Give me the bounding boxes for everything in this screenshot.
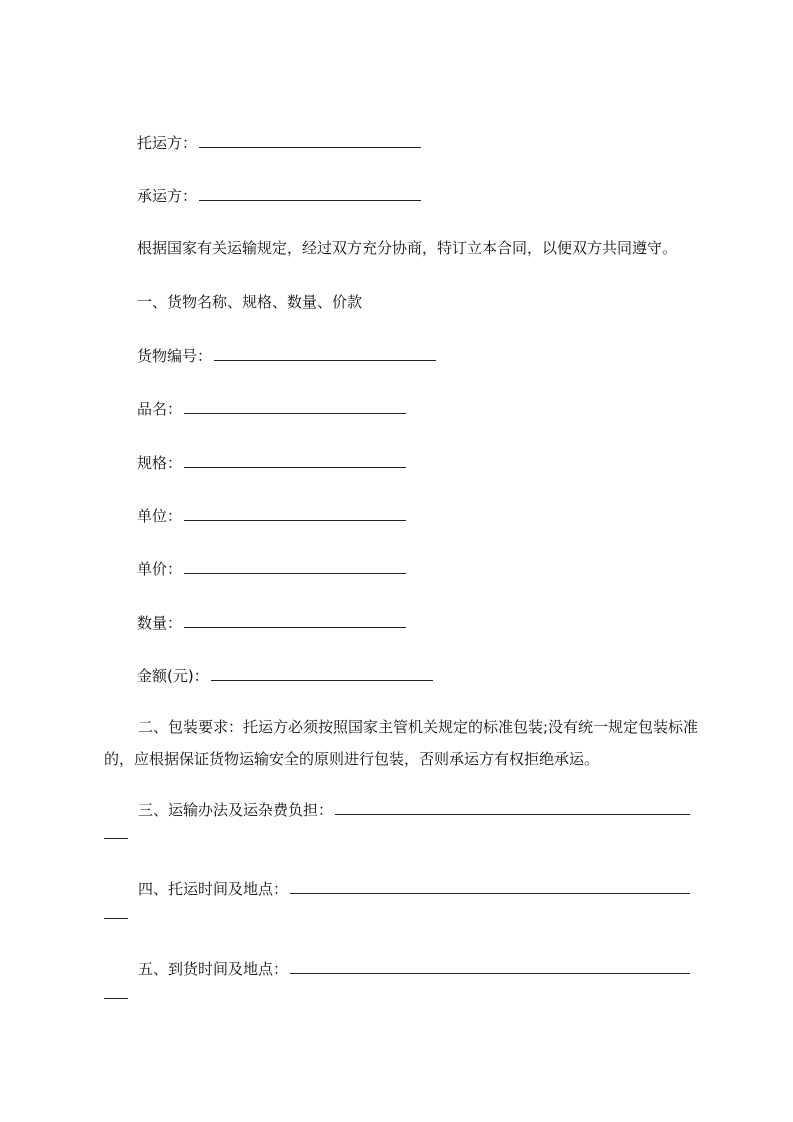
carrier-label: 承运方： bbox=[137, 187, 198, 205]
unit-blank[interactable] bbox=[184, 505, 406, 521]
name-label: 品名： bbox=[137, 400, 183, 418]
unit-label: 单位： bbox=[137, 507, 183, 525]
amount-label: 金额(元)： bbox=[137, 667, 209, 685]
intro-paragraph bbox=[137, 238, 677, 258]
amount-blank[interactable] bbox=[211, 665, 433, 681]
section5-blank[interactable] bbox=[290, 958, 690, 974]
shipper-line bbox=[137, 132, 421, 153]
shipper-label: 托运方： bbox=[137, 134, 198, 152]
intro-text: 根据国家有关运输规定，经过双方充分协商，特订立本合同，以便双方共同遵守。 bbox=[137, 239, 678, 257]
spec-line bbox=[137, 452, 406, 473]
shipper-blank[interactable] bbox=[199, 132, 421, 148]
section1-title bbox=[137, 292, 362, 312]
spec-label: 规格： bbox=[137, 454, 183, 472]
section2-text: 二、包装要求：托运方必须按照国家主管机关规定的标准包装;没有统一规定包装标准的，应根据保证货物运输安全的原则进行包装，否则承运方有权拒绝承运。 bbox=[104, 718, 699, 768]
section3-blank[interactable] bbox=[335, 799, 690, 815]
unit-price-label: 单价： bbox=[137, 560, 183, 578]
carrier-line bbox=[137, 185, 421, 206]
section5-line bbox=[104, 958, 704, 979]
name-line bbox=[137, 398, 406, 419]
section4-blank-continued[interactable] bbox=[104, 918, 128, 919]
quantity-blank[interactable] bbox=[184, 612, 406, 628]
amount-line bbox=[137, 665, 433, 686]
section3-line bbox=[104, 799, 704, 820]
section5-blank-continued[interactable] bbox=[104, 998, 128, 999]
name-blank[interactable] bbox=[184, 398, 406, 414]
unit-price-line bbox=[137, 558, 406, 579]
section4-blank[interactable] bbox=[290, 878, 690, 894]
quantity-line bbox=[137, 612, 406, 633]
section2-paragraph bbox=[104, 711, 704, 775]
spec-blank[interactable] bbox=[184, 452, 406, 468]
goods-no-label: 货物编号： bbox=[137, 347, 213, 365]
section4-line bbox=[104, 878, 704, 899]
carrier-blank[interactable] bbox=[199, 185, 421, 201]
unit-price-blank[interactable] bbox=[184, 558, 406, 574]
section3-label: 三、运输办法及运杂费负担： bbox=[138, 801, 334, 819]
section1-title-text: 一、货物名称、规格、数量、价款 bbox=[137, 293, 363, 311]
unit-line bbox=[137, 505, 406, 526]
section3-blank-continued[interactable] bbox=[104, 838, 128, 839]
section4-label: 四、托运时间及地点： bbox=[138, 880, 289, 898]
goods-no-blank[interactable] bbox=[214, 345, 436, 361]
quantity-label: 数量： bbox=[137, 614, 183, 632]
goods-no-line bbox=[137, 345, 436, 366]
section5-label: 五、到货时间及地点： bbox=[138, 960, 289, 978]
